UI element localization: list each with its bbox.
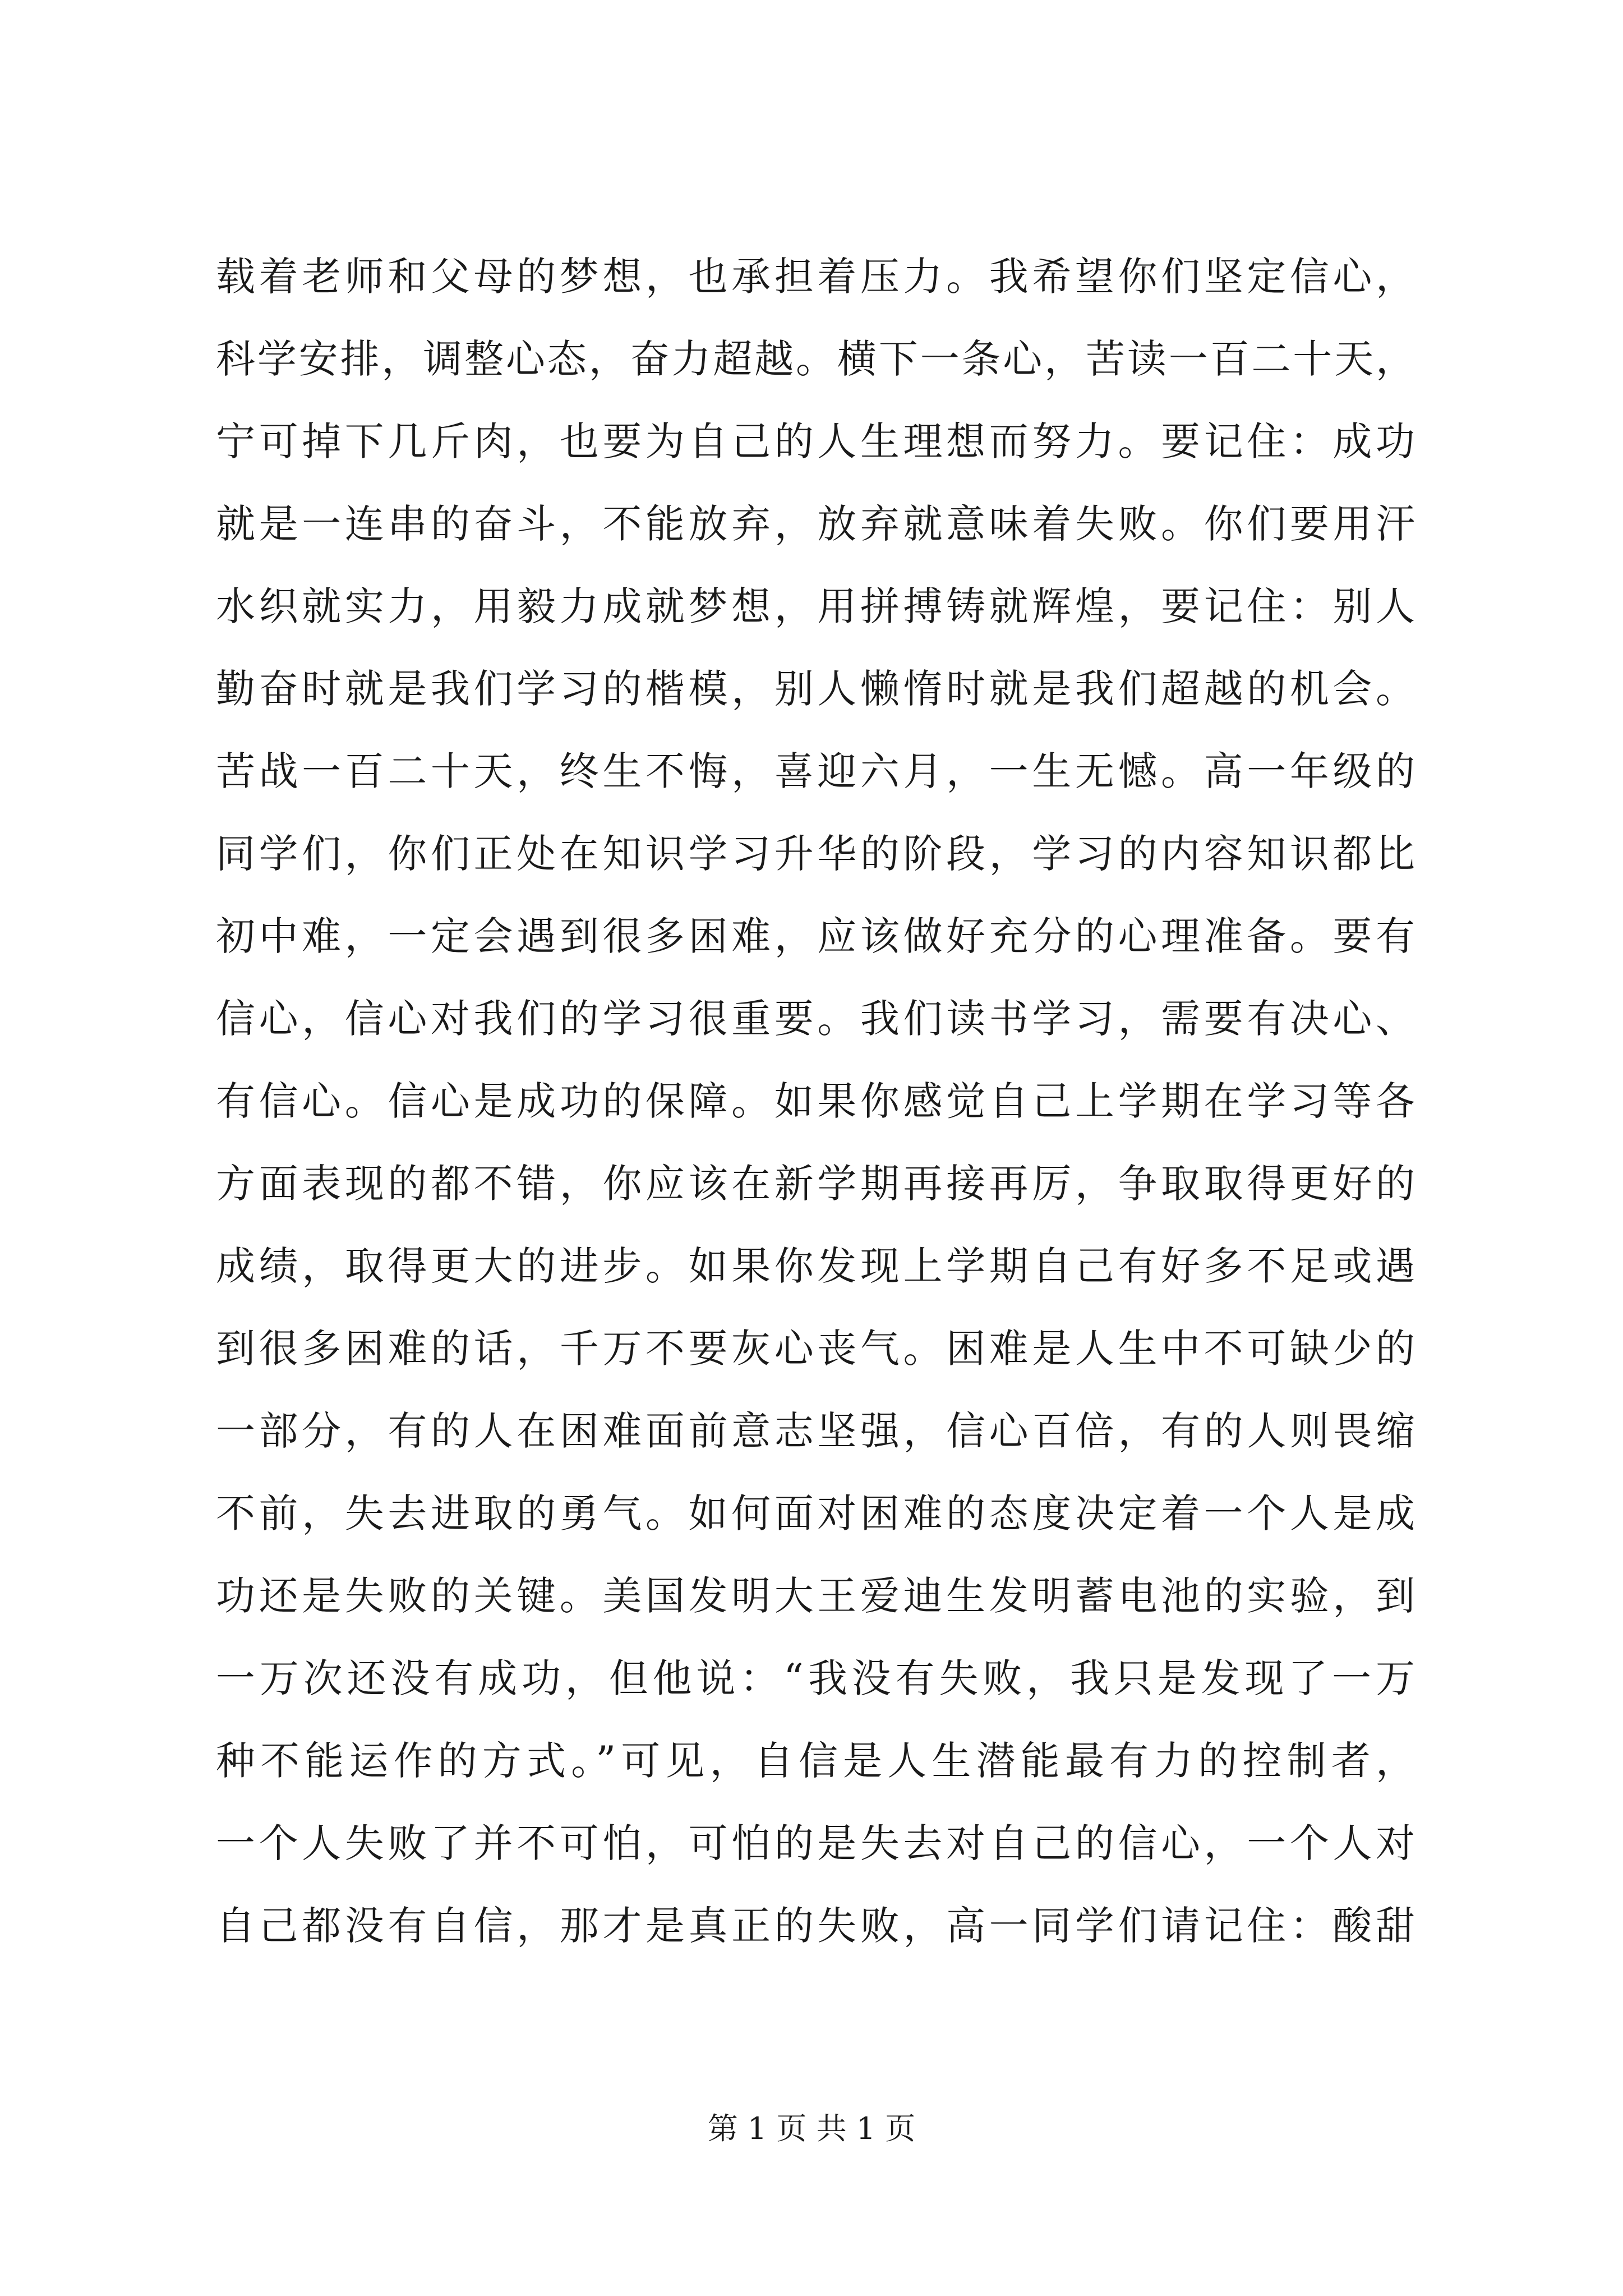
text-line: 功还是失败的关键。美国发明大王爱迪生发明蓄电池的实验，到: [216, 1573, 1416, 1619]
text-line: 自己都没有自信，那才是真正的失败，高一同学们请记住：酸甜: [216, 1903, 1416, 1949]
page-number-label: 第 1 页 共 1 页: [707, 2111, 916, 2146]
text-line: 有信心。信心是成功的保障。如果你感觉自己上学期在学习等各: [216, 1078, 1416, 1124]
text-line: 信心，信心对我们的学习很重要。我们读书学习，需要有决心、: [216, 996, 1416, 1042]
text-line: 科学安排，调整心态，奋力超越。横下一条心，苦读一百二十天，: [216, 336, 1416, 382]
text-line: 方面表现的都不错，你应该在新学期再接再厉，争取取得更好的: [216, 1161, 1416, 1207]
text-line: 不前，失去进取的勇气。如何面对困难的态度决定着一个人是成: [216, 1490, 1416, 1536]
text-line: 初中难，一定会遇到很多困难，应该做好充分的心理准备。要有: [216, 913, 1416, 959]
text-line: 载着老师和父母的梦想，也承担着压力。我希望你们坚定信心，: [216, 254, 1416, 300]
text-line: 苦战一百二十天，终生不悔，喜迎六月，一生无憾。高一年级的: [216, 748, 1416, 794]
text-line: 成绩，取得更大的进步。如果你发现上学期自己有好多不足或遇: [216, 1243, 1416, 1289]
text-line: 同学们，你们正处在知识学习升华的阶段，学习的内容知识都比: [216, 831, 1416, 877]
text-line: 就是一连串的奋斗，不能放弃，放弃就意味着失败。你们要用汗: [216, 501, 1416, 547]
text-line: 一万次还没有成功，但他说：“我没有失败，我只是发现了一万: [216, 1655, 1416, 1701]
text-line: 种不能运作的方式。”可见，自信是人生潜能最有力的控制者，: [216, 1738, 1416, 1784]
page-footer: [0, 2109, 1623, 2148]
body-text: [216, 236, 1416, 1967]
text-line: 勤奋时就是我们学习的楷模，别人懒惰时就是我们超越的机会。: [216, 666, 1416, 712]
text-line: 水织就实力，用毅力成就梦想，用拼搏铸就辉煌，要记住：别人: [216, 583, 1416, 629]
text-line: 一部分，有的人在困难面前意志坚强，信心百倍，有的人则畏缩: [216, 1408, 1416, 1454]
text-line: 宁可掉下几斤肉，也要为自己的人生理想而努力。要记住：成功: [216, 418, 1416, 464]
text-line: 一个人失败了并不可怕，可怕的是失去对自己的信心，一个人对: [216, 1820, 1416, 1866]
text-line: 到很多困难的话，千万不要灰心丧气。困难是人生中不可缺少的: [216, 1326, 1416, 1372]
